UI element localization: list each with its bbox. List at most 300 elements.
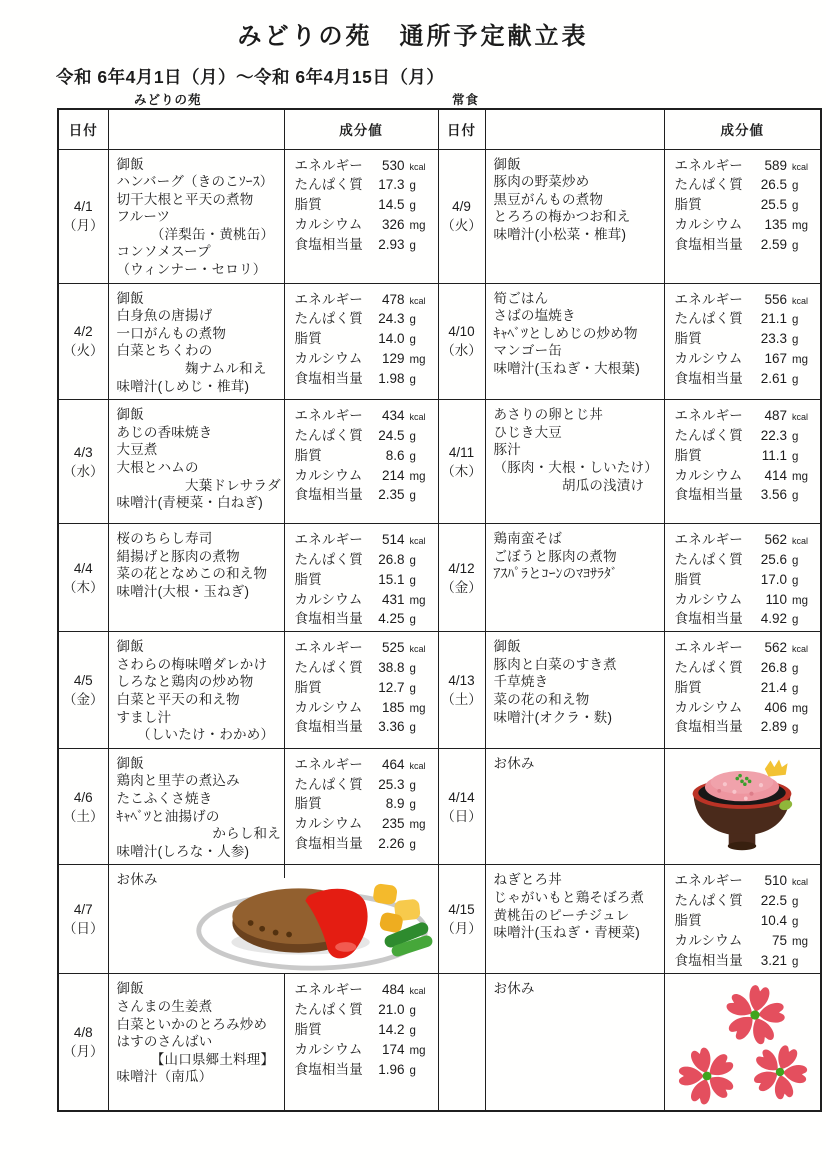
nutrition-unit: g — [409, 682, 416, 695]
nutrition-cell — [284, 974, 438, 1111]
nutrition-label: カルシウム — [294, 816, 363, 832]
nutrition-row — [675, 531, 816, 551]
menu-line: 豚肉の野菜炒め — [493, 174, 590, 190]
nutrition-label: 脂質 — [294, 679, 322, 695]
hamburger-plate-illustration — [194, 873, 436, 971]
menu-line: 白菜と平天の和え物 — [116, 692, 240, 707]
nutrition-label: たんぱく質 — [294, 311, 363, 327]
nutrition-unit: g — [792, 373, 799, 386]
nutrition-row — [295, 236, 433, 256]
nutrition-unit: g — [409, 239, 416, 252]
day-of-week-text: （土） — [63, 808, 104, 824]
menu-line: 一口がんもの煮物 — [116, 325, 227, 341]
date-cell — [438, 748, 485, 865]
nutrition-row — [295, 571, 433, 591]
nutrition-row — [675, 699, 816, 719]
nutrition-row — [295, 176, 433, 196]
menu-table-row — [58, 632, 821, 749]
day-of-week-text: （土） — [441, 692, 482, 707]
menu-line: 味噌汁(しろな・人参) — [116, 843, 250, 859]
nutrition-label: エネルギー — [294, 756, 363, 772]
menu-line: ｷｬﾍﾞﾂと油揚げの — [116, 808, 220, 824]
nutrition-value: 174 — [381, 1041, 405, 1057]
nutrition-unit: g — [409, 799, 416, 812]
nutrition-label: 脂質 — [674, 679, 702, 695]
nutrition-row — [675, 912, 816, 932]
nutrition-label: 脂質 — [674, 571, 702, 587]
date-range: 令和 6年4月1日（月）～令和 6年4月15日（月） — [56, 67, 445, 87]
nutrition-unit: g — [792, 896, 799, 909]
nutrition-cell — [284, 524, 438, 632]
nutrition-cell — [284, 748, 438, 865]
menu-line: はすのさんばい — [116, 1034, 213, 1050]
nutrition-unit: g — [792, 682, 799, 695]
nutrition-row — [675, 872, 816, 892]
menu-line: 大根とハムの — [116, 460, 199, 475]
day-of-week-text: （木） — [441, 463, 482, 479]
date-column-header: 日付 — [438, 109, 485, 149]
menu-line: 御飯 — [116, 981, 144, 997]
nutrition-label: 食塩相当量 — [674, 952, 743, 968]
menu-line: 味噌汁(オクラ・麩) — [493, 709, 613, 725]
menu-line: ごぼうと豚肉の煮物 — [493, 548, 617, 564]
nutrition-unit: g — [409, 450, 416, 463]
date-cell — [438, 149, 485, 283]
nutrition-value: 25.5 — [760, 197, 787, 213]
nutrition-value: 185 — [381, 699, 405, 715]
nutrition-label: カルシウム — [294, 216, 363, 232]
date-text: 4/2 — [73, 324, 93, 340]
nutrition-unit: g — [409, 663, 416, 676]
nutrition-unit: mg — [409, 470, 426, 483]
nutrition-label: 脂質 — [294, 1021, 322, 1037]
nutrition-row — [295, 216, 433, 236]
date-cell — [58, 149, 108, 283]
nutrition-row — [675, 952, 816, 972]
nutrition-row — [675, 718, 816, 738]
nutrition-unit: mg — [409, 354, 426, 367]
nutrition-row — [295, 157, 433, 177]
nutrition-label: 脂質 — [294, 197, 322, 213]
menu-line: さわらの梅味噌ダレかけ — [116, 656, 268, 672]
menu-table — [57, 108, 822, 1112]
menu-line: 麹ナムル和え — [116, 361, 267, 377]
nutrition-value: 3.56 — [760, 487, 787, 503]
nutrition-label: たんぱく質 — [674, 177, 743, 193]
nutrition-unit: g — [409, 1064, 416, 1077]
nutrition-row — [675, 157, 816, 177]
nutrition-unit: g — [409, 431, 416, 444]
day-of-week-text: （火） — [441, 218, 482, 234]
nutrition-unit: mg — [409, 1044, 426, 1057]
nutrition-label: 食塩相当量 — [674, 370, 743, 386]
nutrition-label: 脂質 — [674, 197, 702, 213]
nutrition-unit: kcal — [409, 644, 426, 655]
nutrition-unit: g — [409, 779, 416, 792]
nutrition-label: 食塩相当量 — [294, 370, 363, 386]
nutrition-cell — [664, 524, 821, 632]
nutrition-unit: g — [792, 450, 799, 463]
nutrition-row — [295, 699, 433, 719]
nutrition-label: カルシウム — [674, 699, 743, 715]
nutrition-unit: mg — [792, 702, 808, 715]
nutrition-unit: g — [409, 555, 416, 568]
date-text: 4/10 — [448, 324, 475, 340]
menu-line: 味噌汁(大根・玉ねぎ) — [116, 584, 250, 599]
nutrition-label: エネルギー — [674, 157, 743, 173]
menu-line: ひじき大豆 — [493, 424, 562, 440]
nutrition-unit: g — [409, 180, 416, 193]
nutrition-label: 脂質 — [294, 447, 322, 463]
nutrition-row — [295, 330, 433, 350]
menu-line: お休み — [493, 755, 535, 771]
menu-line: 御飯 — [116, 639, 144, 655]
nutrition-label: たんぱく質 — [674, 311, 743, 327]
facility-group-label: みどりの苑 — [134, 93, 202, 107]
nutrition-value: 3.21 — [760, 952, 787, 968]
nutrition-value: 14.2 — [378, 1021, 405, 1037]
nutrition-value: 38.8 — [378, 660, 405, 676]
nutrition-value: 510 — [764, 873, 787, 889]
nutrition-unit: g — [792, 614, 799, 627]
nutrition-unit: kcal — [792, 644, 809, 655]
nutrition-value: 414 — [764, 467, 787, 483]
nutrition-row — [295, 815, 433, 835]
nutrition-value: 26.5 — [760, 177, 787, 193]
date-text: 4/6 — [73, 789, 93, 805]
nutrition-value: 4.25 — [378, 611, 405, 627]
nutrition-unit: mg — [792, 470, 808, 483]
nutrition-row — [295, 1041, 433, 1061]
nutrition-label: カルシウム — [294, 1041, 363, 1057]
nutrition-value: 214 — [381, 467, 405, 483]
nutrition-unit: g — [409, 838, 416, 851]
nutrition-label: 脂質 — [674, 912, 702, 928]
menu-line: 胡瓜の浅漬け — [493, 477, 645, 493]
menu-table-body — [58, 149, 821, 1111]
nutrition-label: たんぱく質 — [674, 893, 743, 909]
nutrition-row — [295, 756, 433, 776]
nutrition-row — [675, 932, 816, 952]
date-cell — [438, 632, 485, 749]
menu-line: さんまの生姜煮 — [116, 998, 213, 1014]
menu-line: 味噌汁(玉ねぎ・青梗菜) — [493, 925, 640, 941]
nutrition-unit: kcal — [409, 295, 426, 306]
menu-line: 千草焼き — [493, 674, 549, 690]
day-of-week-text: （水） — [63, 463, 104, 479]
menu-line: 御飯 — [116, 407, 144, 423]
nutrition-row — [295, 350, 433, 370]
nutrition-label: たんぱく質 — [294, 776, 363, 792]
day-of-week-text: （月） — [63, 218, 104, 234]
nutrition-unit: g — [409, 200, 416, 213]
date-cell — [438, 524, 485, 632]
nutrition-value: 110 — [765, 591, 787, 607]
nutrition-row — [295, 981, 433, 1001]
sakura-flowers-illustration — [667, 979, 819, 1105]
nutrition-cell — [664, 632, 821, 749]
nutrition-row — [675, 176, 816, 196]
nutrition-cell — [284, 283, 438, 400]
menu-line: じゃがいもと鶏そぼろ煮 — [493, 889, 645, 905]
menu-cell — [485, 632, 664, 749]
nutrition-label: エネルギー — [294, 291, 363, 307]
nutrition-value: 562 — [764, 532, 787, 548]
nutrition-row — [675, 236, 816, 256]
date-text: 4/14 — [448, 789, 475, 805]
nutrition-unit: kcal — [409, 412, 426, 423]
menu-line: あさりの卵とじ丼 — [493, 407, 604, 423]
nutrition-unit: g — [409, 373, 416, 386]
menu-cell — [485, 748, 664, 865]
nutrition-label: たんぱく質 — [674, 660, 743, 676]
menu-table-row — [58, 974, 821, 1111]
negitoro-bowl-illustration — [667, 755, 819, 859]
menu-line: 白菜といかのとろみ炒め — [116, 1016, 268, 1032]
nutrition-value: 514 — [381, 532, 405, 548]
nutrition-unit: mg — [792, 594, 808, 607]
menu-line: 白身魚の唐揚げ — [116, 308, 213, 324]
nutrition-unit: kcal — [792, 536, 809, 547]
menu-line: しろなと鶏肉の炒め物 — [116, 674, 254, 690]
nutrition-row — [295, 835, 433, 855]
date-cell — [438, 974, 485, 1111]
nutrition-row — [675, 350, 816, 370]
nutrition-label: エネルギー — [674, 291, 743, 307]
nutrition-label: エネルギー — [294, 982, 363, 998]
date-text: 4/1 — [73, 199, 93, 215]
nutrition-value: 21.4 — [760, 679, 787, 695]
nutrition-row — [295, 370, 433, 390]
menu-line: 黄桃缶のピーチジュレ — [493, 907, 630, 923]
menu-line: 菜の花となめこの和え物 — [116, 566, 268, 582]
nutrition-unit: g — [792, 955, 799, 968]
nutrition-unit: kcal — [409, 161, 426, 172]
nutrition-value: 2.59 — [760, 236, 787, 252]
nutrition-value: 434 — [381, 408, 405, 424]
day-of-week-text: （木） — [63, 579, 104, 595]
nutrition-row — [295, 196, 433, 216]
menu-line: 味噌汁(しめじ・椎茸) — [116, 378, 250, 394]
nutrition-label: エネルギー — [294, 408, 363, 424]
nutrition-value: 8.9 — [385, 796, 405, 812]
menu-line: マンゴー缶 — [493, 343, 562, 359]
nutrition-unit: mg — [792, 935, 808, 948]
menu-table-row — [58, 865, 821, 974]
nutrition-value: 464 — [381, 756, 405, 772]
nutrition-unit: g — [409, 574, 416, 587]
nutrition-row — [295, 610, 433, 630]
nutrition-row — [295, 1001, 433, 1021]
date-cell — [58, 283, 108, 400]
nutrition-unit: kcal — [792, 295, 809, 306]
nutrition-unit: g — [409, 1005, 416, 1018]
nutrition-row — [295, 776, 433, 796]
nutrition-unit: mg — [792, 219, 808, 232]
nutrition-unit: kcal — [792, 161, 809, 172]
nutrition-row — [675, 330, 816, 350]
nutrition-unit: g — [792, 663, 799, 676]
menu-cell — [108, 400, 284, 524]
nutrition-label: たんぱく質 — [294, 552, 363, 568]
regular-meal-group-label: 常食 — [452, 93, 480, 107]
menu-line: ｷｬﾍﾞﾂとしめじの炒め物 — [493, 325, 638, 341]
nutrition-label: エネルギー — [294, 157, 363, 173]
nutrition-label: 食塩相当量 — [294, 611, 363, 627]
date-cell — [58, 974, 108, 1111]
nutrition-row — [675, 310, 816, 330]
menu-table-row — [58, 748, 821, 865]
nutrition-row — [295, 591, 433, 611]
nutrition-cell — [664, 149, 821, 283]
menu-line: 筍ごはん — [493, 290, 549, 306]
menu-line: さばの塩焼き — [493, 308, 576, 324]
nutrition-unit: mg — [792, 354, 808, 367]
nutrition-column-header: 成分値 — [664, 109, 821, 149]
day-of-week-text: （火） — [63, 343, 104, 359]
date-text: 4/7 — [73, 902, 93, 918]
nutrition-value: 530 — [381, 157, 405, 173]
nutrition-unit: g — [409, 614, 416, 627]
day-of-week-text: （水） — [441, 343, 482, 359]
nutrition-label: 食塩相当量 — [674, 611, 743, 627]
nutrition-label: 脂質 — [294, 331, 322, 347]
day-of-week-text: （金） — [63, 692, 104, 707]
date-text: 4/4 — [73, 560, 93, 576]
date-text: 4/3 — [73, 444, 93, 460]
nutrition-label: たんぱく質 — [294, 177, 363, 193]
menu-line: （洋梨缶・黄桃缶） — [116, 226, 275, 242]
nutrition-label: 食塩相当量 — [294, 487, 363, 503]
nutrition-value: 75 — [771, 932, 787, 948]
menu-line: すまし汁 — [116, 709, 172, 725]
nutrition-label: 脂質 — [294, 796, 322, 812]
menu-line: お休み — [493, 981, 535, 997]
menu-line: 味噌汁(玉ねぎ・大根葉) — [493, 361, 640, 377]
nutrition-unit: g — [409, 1024, 416, 1037]
nutrition-row — [295, 1061, 433, 1081]
nutrition-row — [675, 486, 816, 506]
nutrition-row — [295, 795, 433, 815]
menu-cell — [108, 974, 284, 1111]
nutrition-row — [675, 216, 816, 236]
nutrition-label: 脂質 — [674, 447, 702, 463]
menu-line: 大豆煮 — [116, 442, 158, 458]
menu-line: 大葉ドレサラダ — [116, 477, 281, 493]
nutrition-unit: kcal — [409, 536, 426, 547]
nutrition-label: 脂質 — [294, 571, 322, 587]
nutrition-value: 23.3 — [760, 331, 787, 347]
nutrition-label: 食塩相当量 — [294, 835, 363, 851]
nutrition-unit: g — [792, 180, 799, 193]
nutrition-label: 食塩相当量 — [674, 719, 743, 735]
nutrition-label: エネルギー — [674, 873, 743, 889]
nutrition-unit: kcal — [792, 412, 809, 423]
menu-line: 御飯 — [493, 156, 521, 172]
nutrition-unit: g — [409, 490, 416, 503]
nutrition-row — [295, 718, 433, 738]
nutrition-row — [295, 467, 433, 487]
nutrition-unit: kcal — [409, 760, 426, 771]
nutrition-value: 556 — [764, 291, 787, 307]
nutrition-value: 26.8 — [760, 660, 787, 676]
date-column-header: 日付 — [58, 109, 108, 149]
nutrition-value: 431 — [381, 591, 405, 607]
nutrition-label: カルシウム — [674, 591, 743, 607]
nutrition-row — [675, 679, 816, 699]
menu-table-header-row — [58, 109, 821, 149]
nutrition-row — [675, 196, 816, 216]
nutrition-unit: g — [409, 722, 416, 735]
nutrition-value: 11.1 — [761, 447, 787, 463]
nutrition-label: 食塩相当量 — [294, 236, 363, 252]
menu-line: フルーツ — [116, 209, 171, 225]
menu-line: 鶏肉と里芋の煮込み — [116, 773, 240, 789]
nutrition-label: たんぱく質 — [674, 552, 743, 568]
menu-cell — [108, 149, 284, 283]
menu-column-header — [485, 109, 664, 149]
menu-cell — [485, 283, 664, 400]
nutrition-unit: g — [792, 574, 799, 587]
menu-line: ハンバーグ（きのこｿｰｽ） — [116, 174, 274, 190]
nutrition-value: 4.92 — [760, 611, 787, 627]
nutrition-row — [295, 639, 433, 659]
menu-table-row — [58, 283, 821, 400]
nutrition-label: 食塩相当量 — [674, 487, 743, 503]
nutrition-label: エネルギー — [674, 532, 743, 548]
menu-table-row — [58, 524, 821, 632]
nutrition-value: 235 — [381, 816, 405, 832]
menu-line: 御飯 — [116, 755, 144, 771]
nutrition-column-header: 成分値 — [284, 109, 438, 149]
date-text: 4/15 — [448, 902, 475, 918]
menu-line: 味噌汁(青梗菜・白ねぎ) — [116, 495, 263, 511]
nutrition-label: カルシウム — [294, 699, 363, 715]
nutrition-label: カルシウム — [674, 467, 743, 483]
menu-cell — [485, 865, 664, 974]
menu-line: ねぎとろ丼 — [493, 872, 562, 888]
date-cell — [58, 400, 108, 524]
nutrition-value: 406 — [764, 699, 787, 715]
nutrition-value: 487 — [764, 408, 787, 424]
nutrition-row — [675, 610, 816, 630]
menu-line: 御飯 — [116, 156, 144, 172]
nutrition-row — [295, 659, 433, 679]
nutrition-row — [675, 427, 816, 447]
date-text: 4/9 — [452, 199, 471, 215]
nutrition-value: 14.5 — [378, 197, 405, 213]
nutrition-value: 2.89 — [760, 719, 787, 735]
nutrition-label: エネルギー — [674, 408, 743, 424]
nutrition-label: 食塩相当量 — [294, 719, 363, 735]
nutrition-unit: g — [792, 915, 799, 928]
menu-line: 味噌汁(小松菜・椎茸) — [493, 226, 627, 242]
nutrition-value: 24.5 — [378, 428, 405, 444]
nutrition-unit: g — [792, 314, 799, 327]
nutrition-value: 1.98 — [378, 370, 405, 386]
nutrition-value: 21.1 — [760, 311, 787, 327]
menu-line: 黒豆がんもの煮物 — [493, 191, 604, 207]
nutrition-unit: mg — [409, 702, 426, 715]
nutrition-unit: g — [792, 200, 799, 213]
nutrition-value: 25.6 — [760, 552, 787, 568]
nutrition-cell — [664, 400, 821, 524]
nutrition-unit: kcal — [792, 877, 809, 888]
nutrition-row — [675, 551, 816, 571]
nutrition-row — [295, 531, 433, 551]
menu-line: 絹揚げと豚肉の煮物 — [116, 548, 240, 564]
menu-line: お休み — [116, 872, 158, 888]
